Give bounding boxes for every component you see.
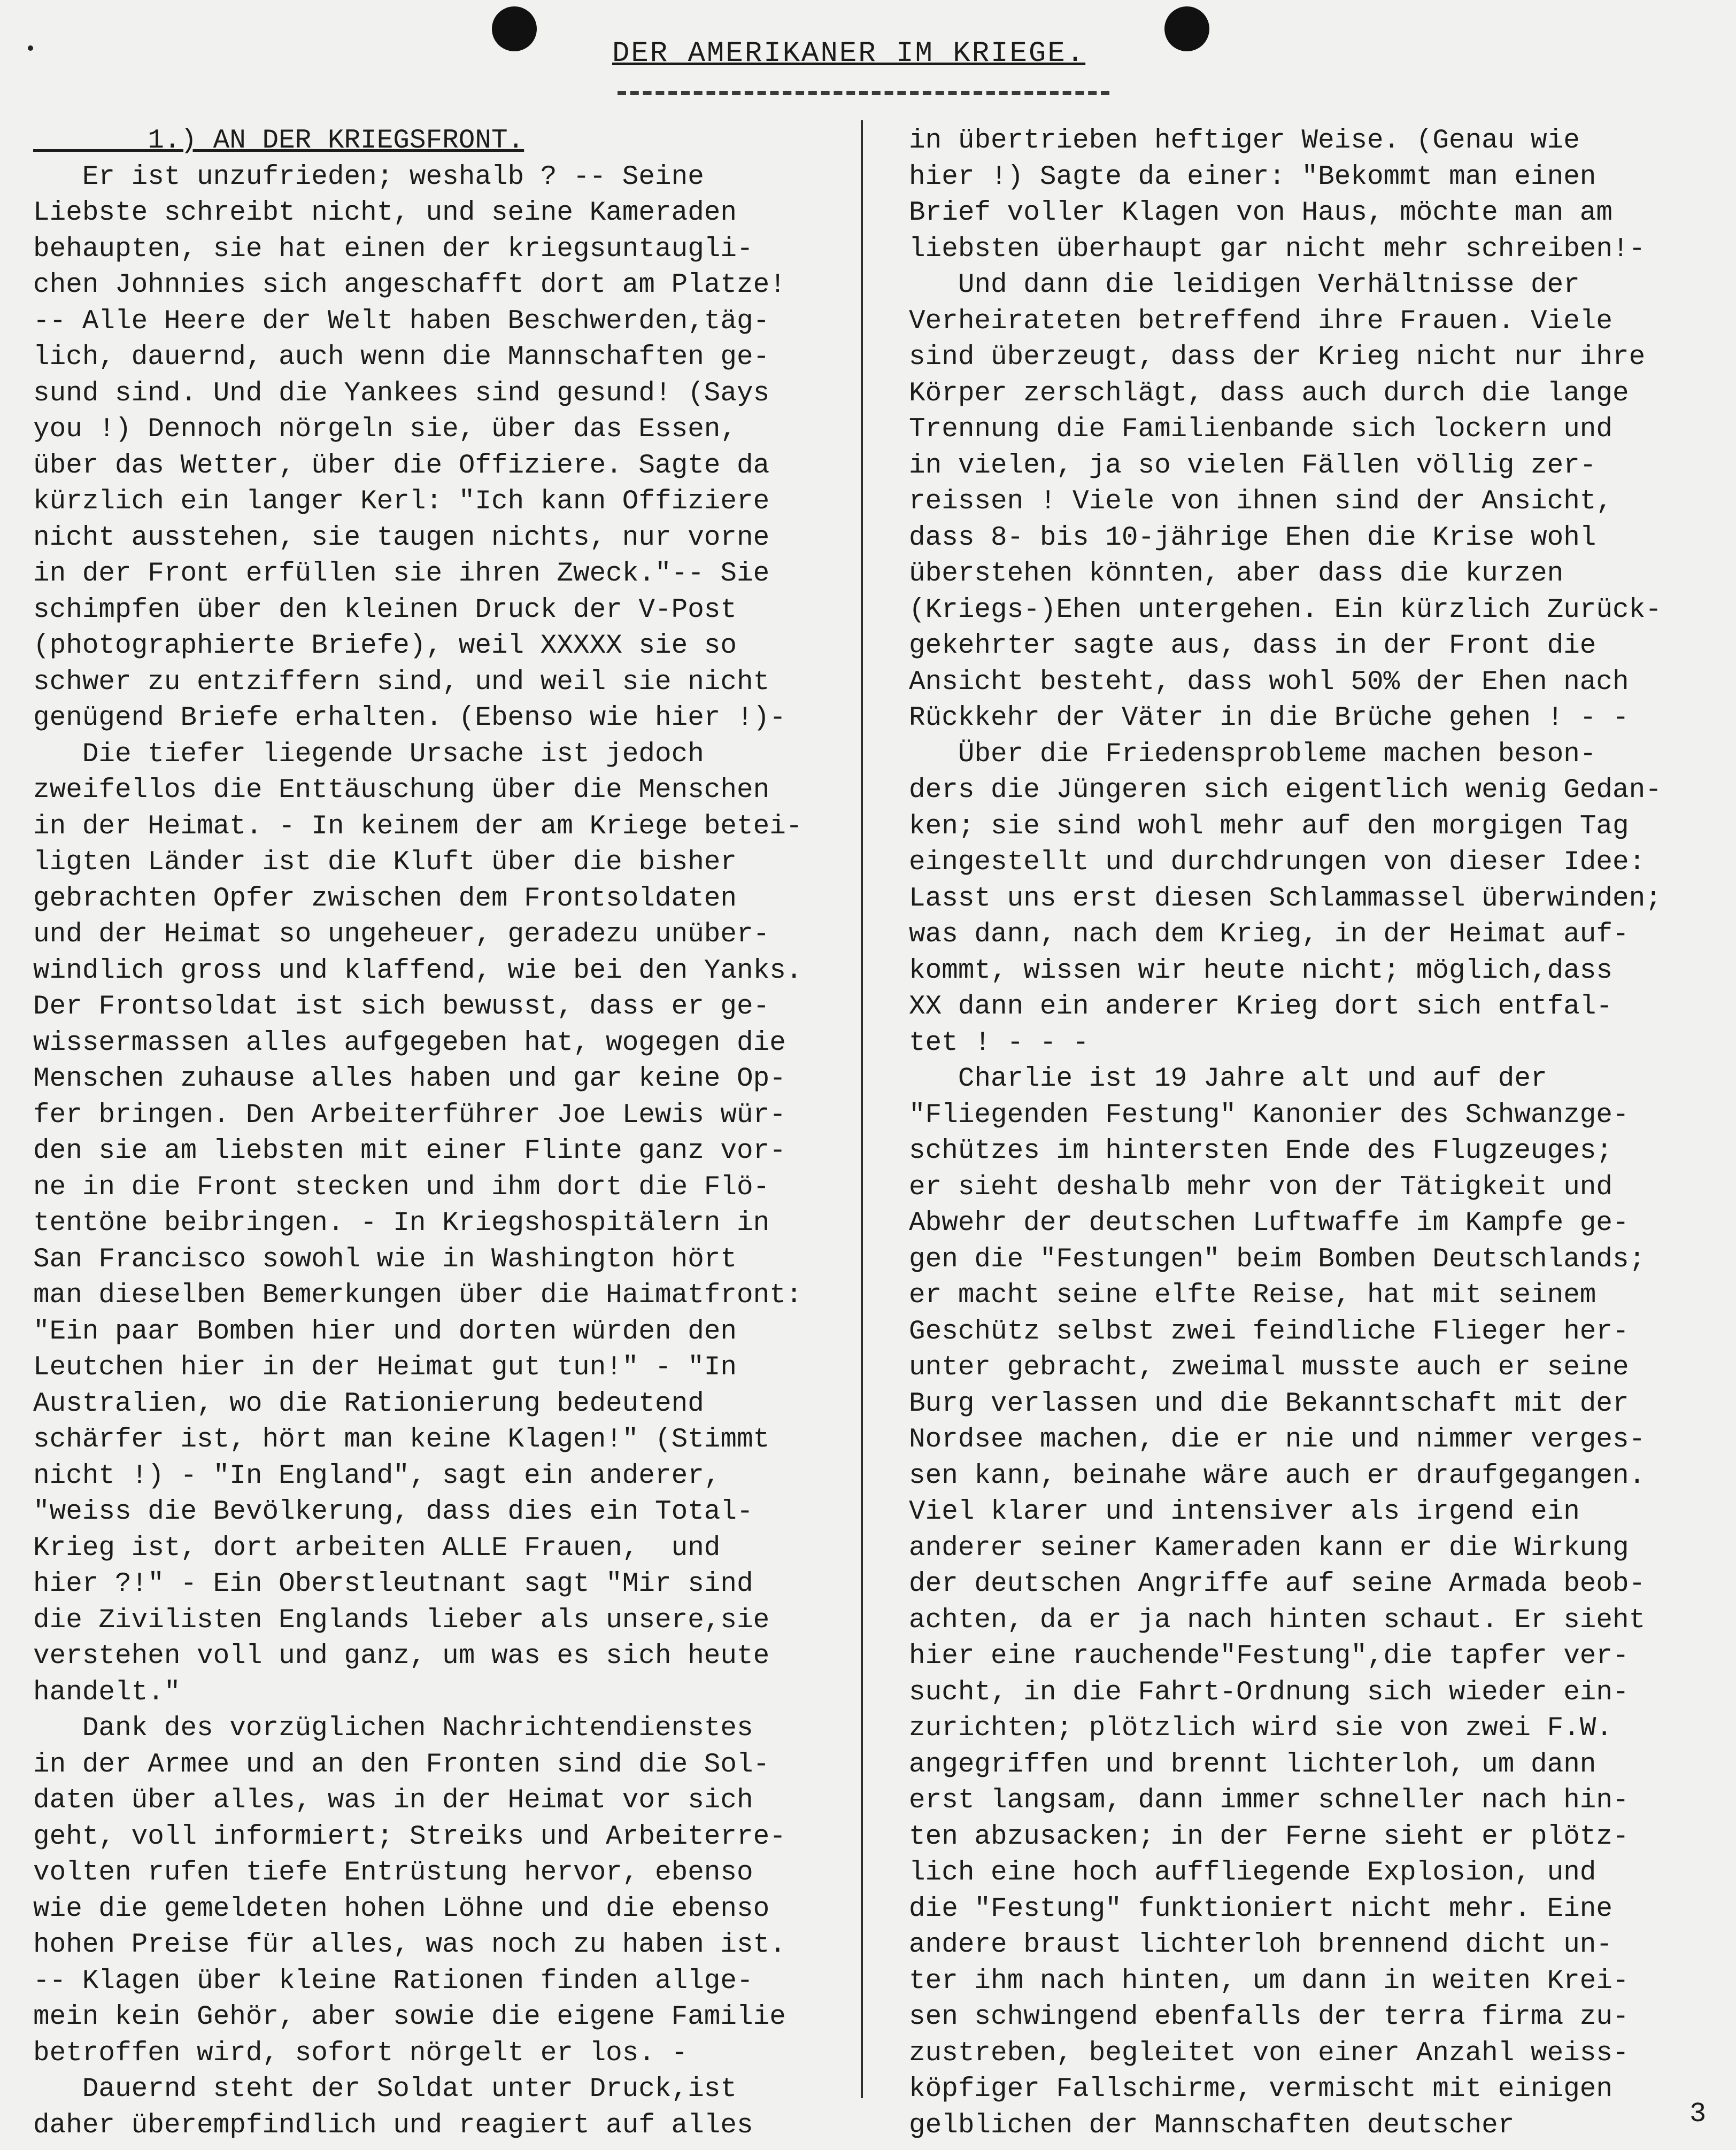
text-line: Rückkehr der Väter in die Brüche gehen ! - - — [909, 703, 1629, 733]
text-line: chen Johnnies sich angeschafft dort am Platze! — [33, 270, 786, 300]
text-line: sind überzeugt, dass der Krieg nicht nur ihre — [909, 342, 1646, 373]
text-line: Lasst uns erst diesen Schlammassel überwinden; — [909, 883, 1662, 914]
text-line: in der Heimat. - In keinem der am Kriege betei- — [33, 811, 803, 842]
text-line: Körper zerschlägt, dass auch durch die lange — [909, 378, 1629, 409]
text-line: reissen ! Viele von ihnen sind der Ansicht, — [909, 486, 1613, 517]
text-line: über das Wetter, über die Offiziere. Sagte da — [33, 450, 770, 481]
text-line: wissermassen alles aufgegeben hat, wogegen die — [33, 1027, 786, 1058]
text-line: ligten Länder ist die Kluft über die bisher — [33, 847, 737, 878]
left-column — [33, 123, 851, 2144]
text-line: die "Festung" funktioniert nicht mehr. Eine — [909, 1893, 1613, 1924]
text-line: "Fliegenden Festung" Kanonier des Schwanzge- — [909, 1100, 1629, 1131]
text-line: Brief voller Klagen von Haus, möchte man am — [909, 198, 1613, 228]
section-heading: 1.) AN DER KRIEGSFRONT. — [33, 126, 524, 156]
text-line: sucht, in die Fahrt-Ordnung sich wieder ein- — [909, 1677, 1629, 1708]
text-line: Dauernd steht der Soldat unter Druck,ist — [33, 2074, 737, 2105]
text-line: unter gebracht, zweimal musste auch er seine — [909, 1352, 1629, 1383]
document-title: DER AMERIKANER IM KRIEGE. — [612, 37, 1086, 70]
text-line: mein kein Gehör, aber sowie die eigene Familie — [33, 2002, 786, 2032]
text-line: in übertrieben heftiger Weise. (Genau wie — [909, 126, 1580, 156]
text-line: Burg verlassen und die Bekanntschaft mit der — [909, 1388, 1629, 1419]
text-line: (photographierte Briefe), weil XXXXX sie so — [33, 631, 737, 661]
text-line: gelblichen der Mannschaften deutscher — [909, 2110, 1515, 2141]
text-line: in vielen, ja so vielen Fällen völlig zer- — [909, 450, 1596, 481]
text-line: San Francisco sowohl wie in Washington hört — [33, 1244, 737, 1275]
text-line: sund sind. Und die Yankees sind gesund! (Says — [33, 378, 770, 409]
text-line: Geschütz selbst zwei feindliche Flieger her- — [909, 1316, 1629, 1347]
text-line: zurichten; plötzlich wird sie von zwei F.W. — [909, 1713, 1613, 1744]
text-line: Dank des vorzüglichen Nachrichtendienstes — [33, 1713, 753, 1744]
text-line: Menschen zuhause alles haben und gar keine Op- — [33, 1064, 786, 1094]
text-line: überstehen könnten, aber dass die kurzen — [909, 559, 1564, 589]
text-line: sen schwingend ebenfalls der terra firma zu- — [909, 2002, 1629, 2032]
text-line: Verheirateten betreffend ihre Frauen. Viele — [909, 306, 1613, 337]
right-column — [909, 123, 1711, 2144]
text-line: Nordsee machen, die er nie und nimmer verges- — [909, 1425, 1646, 1455]
text-line: schwer zu entziffern sind, und weil sie nicht — [33, 667, 770, 698]
text-line: gekehrter sagte aus, dass in der Front die — [909, 631, 1596, 661]
punch-hole-left — [492, 6, 537, 51]
text-line: volten rufen tiefe Entrüstung hervor, ebenso — [33, 1858, 753, 1888]
text-line: lich, dauernd, auch wenn die Mannschaften ge- — [33, 342, 770, 373]
text-line: den sie am liebsten mit einer Flinte ganz vor- — [33, 1136, 786, 1166]
text-line: der deutschen Angriffe auf seine Armada beob- — [909, 1569, 1646, 1599]
text-line: windlich gross und klaffend, wie bei den Yanks. — [33, 955, 803, 986]
text-line: hohen Preise für alles, was noch zu haben ist. — [33, 1930, 786, 1960]
text-line: handelt." — [33, 1677, 181, 1708]
text-line: erst langsam, dann immer schneller nach hin- — [909, 1785, 1629, 1816]
text-line: kürzlich ein langer Kerl: "Ich kann Offiziere — [33, 486, 770, 517]
text-line: -- Alle Heere der Welt haben Beschwerden,täg- — [33, 306, 770, 337]
text-line: gebrachten Opfer zwischen dem Frontsoldaten — [33, 883, 737, 914]
text-line: er macht seine elfte Reise, hat mit seinem — [909, 1280, 1596, 1311]
text-line: Liebste schreibt nicht, und seine Kameraden — [33, 198, 737, 228]
text-line: zweifellos die Enttäuschung über die Menschen — [33, 775, 770, 806]
text-line: ten abzusacken; in der Ferne sieht er plötz- — [909, 1821, 1629, 1852]
text-line: Die tiefer liegende Ursache ist jedoch — [33, 739, 704, 770]
text-line: Ansicht besteht, dass wohl 50% der Ehen nach — [909, 667, 1629, 698]
text-line: verstehen voll und ganz, um was es sich heute — [33, 1641, 770, 1672]
text-line: "weiss die Bevölkerung, dass dies ein Total- — [33, 1497, 753, 1527]
text-line: eingestellt und durchdrungen von dieser Idee: — [909, 847, 1646, 878]
text-line: Leutchen hier in der Heimat gut tun!" - "In — [33, 1352, 737, 1383]
column-divider — [861, 120, 863, 2098]
text-line: wie die gemeldeten hohen Löhne und die ebenso — [33, 1893, 770, 1924]
text-line: er sieht deshalb mehr von der Tätigkeit und — [909, 1172, 1613, 1203]
text-line: Australien, wo die Rationierung bedeutend — [33, 1388, 704, 1419]
text-line: anderer seiner Kameraden kann er die Wirkung — [909, 1533, 1629, 1564]
text-line: in der Armee und an den Fronten sind die Sol- — [33, 1749, 770, 1780]
text-line: andere braust lichterloh brennend dicht un- — [909, 1930, 1613, 1960]
text-line: genügend Briefe erhalten. (Ebenso wie hier !)- — [33, 703, 786, 733]
text-line: ter ihm nach hinten, um dann in weiten Krei- — [909, 1966, 1629, 1997]
text-line: gen die "Festungen" beim Bomben Deutschlands; — [909, 1244, 1646, 1275]
text-line: Charlie ist 19 Jahre alt und auf der — [909, 1064, 1547, 1094]
text-line: Er ist unzufrieden; weshalb ? -- Seine — [33, 161, 704, 192]
text-line: nicht ausstehen, sie taugen nichts, nur vorne — [33, 522, 770, 553]
text-line: ken; sie sind wohl mehr auf den morgigen Tag — [909, 811, 1629, 842]
text-line: Krieg ist, dort arbeiten ALLE Frauen, und — [33, 1533, 721, 1564]
text-line: kommt, wissen wir heute nicht; möglich,dass — [909, 955, 1613, 986]
text-line: lich eine hoch auffliegende Explosion, und — [909, 1858, 1596, 1888]
text-line: behaupten, sie hat einen der kriegsuntaugli- — [33, 234, 753, 265]
text-line: liebsten überhaupt gar nicht mehr schreiben!- — [909, 234, 1646, 265]
text-line: betroffen wird, sofort nörgelt er los. - — [33, 2038, 688, 2069]
text-line: ders die Jüngeren sich eigentlich wenig Gedan- — [909, 775, 1662, 806]
text-line: tet ! - - - — [909, 1027, 1089, 1058]
text-line: fer bringen. Den Arbeiterführer Joe Lewis wür- — [33, 1100, 786, 1131]
text-line: was dann, nach dem Krieg, in der Heimat auf- — [909, 919, 1629, 950]
text-line: hier !) Sagte da einer: "Bekommt man einen — [909, 161, 1596, 192]
text-line: köpfiger Fallschirme, vermischt mit einigen — [909, 2074, 1613, 2105]
text-line: Viel klarer und intensiver als irgend ein — [909, 1497, 1580, 1527]
text-line: achten, da er ja nach hinten schaut. Er sieht — [909, 1605, 1646, 1636]
page-number: 3 — [1689, 2098, 1707, 2130]
text-line: zustreben, begleitet von einer Anzahl weiss- — [909, 2038, 1629, 2069]
text-line: Und dann die leidigen Verhältnisse der — [909, 270, 1580, 300]
text-line: schärfer ist, hört man keine Klagen!" (Stimmt — [33, 1425, 770, 1455]
text-line: Der Frontsoldat ist sich bewusst, dass er ge- — [33, 992, 770, 1022]
text-line: daher überempfindlich und reagiert auf alles — [33, 2110, 753, 2141]
text-line: tentöne beibringen. - In Kriegshospitälern in — [33, 1208, 770, 1239]
punch-hole-right — [1164, 6, 1209, 51]
text-line: dass 8- bis 10-jährige Ehen die Krise wohl — [909, 522, 1596, 553]
text-line: ne in die Front stecken und ihm dort die Flö- — [33, 1172, 770, 1203]
ink-speck — [28, 45, 33, 51]
text-line: hier eine rauchende"Festung",die tapfer ver- — [909, 1641, 1629, 1672]
text-line: schützes im hintersten Ende des Flugzeuges; — [909, 1136, 1613, 1166]
text-line: -- Klagen über kleine Rationen finden allge- — [33, 1966, 753, 1997]
text-line: (Kriegs-)Ehen untergehen. Ein kürzlich Zurück- — [909, 594, 1662, 625]
text-line: "Ein paar Bomben hier und dorten würden den — [33, 1316, 737, 1347]
text-line: Über die Friedensprobleme machen beson- — [909, 739, 1596, 770]
text-line: daten über alles, was in der Heimat vor sich — [33, 1785, 753, 1816]
text-line: you !) Dennoch nörgeln sie, über das Essen, — [33, 414, 737, 445]
text-line: Trennung die Familienbande sich lockern und — [909, 414, 1613, 445]
text-line: hier ?!" - Ein Oberstleutnant sagt "Mir sind — [33, 1569, 753, 1599]
text-line: geht, voll informiert; Streiks und Arbeiterre- — [33, 1821, 786, 1852]
text-line: Abwehr der deutschen Luftwaffe im Kampfe ge- — [909, 1208, 1629, 1239]
title-underline-rule — [618, 91, 1109, 95]
text-line: in der Front erfüllen sie ihren Zweck."-- Sie — [33, 559, 770, 589]
text-line: angegriffen und brennt lichterloh, um dann — [909, 1749, 1596, 1780]
text-line: schimpfen über den kleinen Druck der V-Post — [33, 594, 737, 625]
text-line: XX dann ein anderer Krieg dort sich entfal- — [909, 992, 1613, 1022]
text-line: nicht !) - "In England", sagt ein anderer, — [33, 1460, 721, 1491]
text-line: und der Heimat so ungeheuer, geradezu unüber- — [33, 919, 770, 950]
text-line: man dieselben Bemerkungen über die Haimatfront: — [33, 1280, 803, 1311]
text-line: die Zivilisten Englands lieber als unsere,sie — [33, 1605, 770, 1636]
text-line: sen kann, beinahe wäre auch er draufgegangen. — [909, 1460, 1646, 1491]
